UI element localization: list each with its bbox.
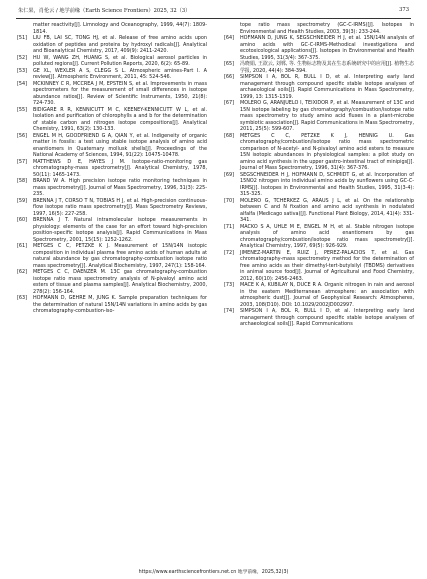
reference-number: [61]: [17, 243, 28, 249]
reference-text: MACKO S A, UHLE M E, ENGEL M H, et al. Stable nitrogen isotope analysis of amino acid enantiomers by gas chromatography/combustion/isotope ratio mass spectrometry[J]. Analytical Chemistry, 1997, 69(5): 926-929.: [240, 223, 414, 249]
reference-entry: [224, 100, 414, 133]
reference-number: [59]: [17, 197, 28, 204]
reference-entry: [17, 107, 207, 133]
reference-entry: [17, 295, 207, 315]
reference-text: BRENNA J T, CORSO T N, TOBIAS H J, et al. High-precision continuous-flow isotope ratio mass spectrometry[J]. Mass Spectrometry Reviews, 1997, 16(5): 227-258.: [33, 197, 207, 217]
reference-number: [55]: [17, 106, 28, 113]
reference-number: [74]: [224, 308, 235, 314]
reference-number: [52]: [17, 54, 28, 61]
reference-number: [56]: [17, 132, 28, 139]
reference-number: [65]: [224, 61, 235, 67]
page-number: 373: [399, 7, 409, 13]
reference-number: [64]: [224, 35, 235, 41]
reference-text: SIMPSON I A, BOL R, BULL I D, et al. Interpreting early land management through compound specific stable isotope analyses of archaeological soils[J]. Rapid Communications: [240, 308, 414, 327]
reference-text: ENGEL M H, GOODFRIEND G A, QIAN Y, et al. Indigeneity of organic matter in fossils: a test using stable isotope analysis of amino acid enantiomers in Quaternary mollusk shells[J]. Proceedings of the National Academy of Sciences, 1994, 91(22): 10475-10478.: [33, 132, 207, 158]
reference-number: [69]: [224, 171, 235, 178]
reference-entry: [224, 35, 414, 61]
reference-entry: [17, 35, 207, 55]
reference-entry: [17, 159, 207, 179]
reference-entry: [224, 172, 414, 198]
reference-text: MACE K A, KUBILAY N, DUCE R A. Organic nitrogen in rain and aerosol in the eastern Mediterranean atmosphere: an association with atmospheric dust[J]. Journal of Geophysical Research: Atmospheres, 2003, 108(D10). DOI: 10.1029/2002JD002997.: [240, 282, 414, 308]
reference-text: MATTHEWS D E, HAYES J M. Isotope-ratio-monitoring gas chromatography-mass spectrometry[J]. Analytical Chemistry, 1978, 50(11): 1465-1473.: [33, 158, 207, 178]
reference-entry: [224, 133, 414, 172]
reference-text: HOFMANN D, GEHRE M, JUNG K. Sample preparation techniques for the determination of natural 15N/14N variations in amino acids by gas chromatography-combustion-iso-: [33, 295, 207, 314]
reference-entry: [224, 308, 414, 328]
reference-entry: [17, 178, 207, 198]
reference-number: [73]: [224, 282, 235, 288]
reference-entry: [17, 55, 207, 68]
reference-entry: [17, 68, 207, 81]
reference-entry: [17, 198, 207, 218]
reference-entry: [17, 81, 207, 107]
reference-entry: [224, 198, 414, 224]
reference-number: [57]: [17, 158, 28, 165]
reference-entry: [17, 269, 207, 295]
reference-number: [53]: [17, 67, 28, 74]
reference-text: 冯晓娟, 王欲云, 刘郸, 等. 生物标志物及其在生态系统研究中的应用[J]. 植物生态学报, 2020, 44(4): 384-394.: [240, 61, 414, 74]
reference-number: [66]: [224, 74, 235, 80]
reference-number: [62]: [17, 269, 28, 275]
reference-entry: [224, 74, 414, 100]
reference-entry: [17, 217, 207, 243]
reference-number: [54]: [17, 80, 28, 87]
reference-number: [58]: [17, 178, 28, 184]
page-footer: https://www.earthsciencefrontiers.net.cn 地学前缘，2025,32(3): [138, 570, 289, 575]
reference-text: GE XL, WEXLER A S, CLEGG S L. Atmospheric amines-Part I. A review[J]. Atmospheric Environment, 2011, 45: 524-546.: [33, 67, 207, 80]
reference-entry: [224, 250, 414, 283]
reference-text: HOFMANN D, JUNG K, SEGSCHNEIDER H J, et al. 15N/14N analysis of amino acids with GC-C-IRMS-Methodical investigations and ecotoxicological applications[J]. Isotopes in Environmental and Health Studies, 1995, 31(3/4): 367-375.: [240, 35, 414, 61]
reference-number: [72]: [224, 249, 235, 256]
reference-entry: [224, 61, 414, 74]
reference-text: JIMENEZ-MARTIN E, RUIZ J, PEREZ-PALACIOS T, et al. Gas chromatography-mass spectrometry method for the determination of free amino acids as their dimethyl-tert-butylsilyl (TBDMS) derivatives in animal source food[J]. Journal of Agricultural and Food Chemistry, 2012, 60(10): 2456-2463.: [240, 249, 414, 282]
reference-text: MOLERO G, TCHERKEZ G, ARAUS J L, et al. On the relationship between C and N fixation and amino acid synthesis in nodulated alfalfa (Medicago sativa)[J]. Functional Plant Biology, 2014, 41(4): 331-341.: [240, 197, 414, 223]
reference-number: [63]: [17, 295, 28, 301]
reference-text: MOLERO G, ARANJUELO I, TEIXIDOR P, et al. Measurement of 13C and 15N isotope labeling by gas chromatography/combustion/isotope ratio mass spectrometry to study amino acid fluxes in a plant-microbe symbiotic association[J]. Rapid Communications in Mass Spectrometry, 2011, 25(5): 599-607.: [240, 100, 414, 132]
reference-text: MCKINNEY C R, MCCREA J M, EPSTEIN S, et al. Improvements in mass spectrometers for the measurement of small differences in isotope abundance ratios[J]. Review of Scientific Instruments, 1950, 21(8): 724-730.: [33, 80, 207, 106]
journal-citation: 朱仁果，肖伦云 / 地学前缘（Earth Science Frontiers）2025, 32（3）: [18, 8, 191, 14]
reference-text: METGES C C, PETZKE K J. Measurement of 15N/14N isotopic composition in individual plasma free amino acids of human adults at natural abundance by gas chromatography-combustion isotope ratio mass spectrometry[J]. Analytical Biochemistry, 1997, 247(1): 158-164.: [33, 243, 207, 269]
reference-text: BRENNA J T. Natural intramolecular isotope measurements in physiology: elements of the case for an effort toward high-precision position-specific isotope analysis[J]. Rapid Communications in Mass Spectrometry, 2001, 15(15): 1252-1262.: [33, 217, 207, 243]
reference-text: BRAND W A. High precision isotope ratio monitoring techniques in mass spectrometry[J]. Journal of Mass Spectrometry, 1996, 31(3): 225-235.: [33, 178, 207, 197]
references-right-column: [224, 22, 414, 328]
reference-entry: [224, 282, 414, 308]
reference-number: [67]: [224, 100, 235, 106]
reference-number: [71]: [224, 223, 235, 230]
reference-entry: [224, 22, 414, 35]
reference-entry: [17, 22, 207, 35]
running-header: [16, 6, 411, 19]
reference-entry: [17, 243, 207, 269]
reference-number: [51]: [17, 35, 28, 41]
reference-text: BIDIGARE R R, KENNICUTT M C, KEENEY-KENNICUTT W L, et al. Isolation and purification of chlorophylls a and b for the determination of stable carbon and nitrogen isotope compositions[J]. Analytical Chemistry, 1991, 63(2): 130-133.: [33, 106, 207, 132]
reference-text: matter reactivity[J]. Limnology and Oceanography, 1999, 44(7): 1809-1814.: [33, 22, 207, 35]
reference-text: SIMPSON I A, BOL R, BULL I D, et al. Interpreting early land management through compound specific stable isotope analyses of archaeological soils[J]. Rapid Communications in Mass Spectrometry, 1999, 13: 1315-1319.: [240, 74, 414, 100]
reference-text: HU W, WANG ZH, HUANG S, et al. Biological aerosol particles in polluted regions[J]. Current Pollution Reports, 2020, 6(2): 65-89.: [33, 54, 207, 67]
reference-entry: [224, 224, 414, 250]
reference-text: tope ratio mass spectrometry (GC-C-IRMS)[J]. Isotopes in Environmental and Health Studies, 2003, 39(3): 233-244.: [240, 22, 414, 35]
reference-number: [60]: [17, 217, 28, 223]
reference-number: [68]: [224, 132, 235, 139]
reference-text: METGES C C, PETZKE K J, HENNIG U. Gas chromatography/combustion/isotope ratio mass spectrometric comparison of N-acetyl- and N-pivaloyl amino acid esters to measure 15N isotopic abundances in physiological samples: a pilot study on amino acid synthesis in the upper gastro-intestinal tract of minipigs[J]. Journal of Mass Spectrometry, 1996, 31(4): 367-376.: [240, 132, 414, 171]
reference-text: LIU FB, LAI SC, TONG HJ, et al. Release of free amino acids upon oxidation of peptides and proteins by hydroxyl radicals[J]. Analytical and Bioanalytical Chemistry, 2017, 409(9): 2411-2420.: [33, 35, 207, 54]
reference-entry: [17, 133, 207, 159]
reference-number: [70]: [224, 197, 235, 204]
references-left-column: [17, 22, 207, 315]
reference-text: METGES C C, DAENZER M. 13C gas chromatography-combustion isotope ratio mass spectrometry analysis of N-pivaloyl amino acid esters of tissue and plasma samples[J]. Analytical Biochemistry, 2000, 278(2): 156-164.: [33, 269, 207, 295]
reference-text: SEGSCHNEIDER H J, HOFMANN D, SCHMIDT G, et al. Incorporation of 15NO2 nitrogen into individual amino acids by sunflowers using GC-C-IRMS[J]. Isotopes in Environmental and Health Studies, 1995, 31(3-4): 315-325.: [240, 171, 414, 197]
